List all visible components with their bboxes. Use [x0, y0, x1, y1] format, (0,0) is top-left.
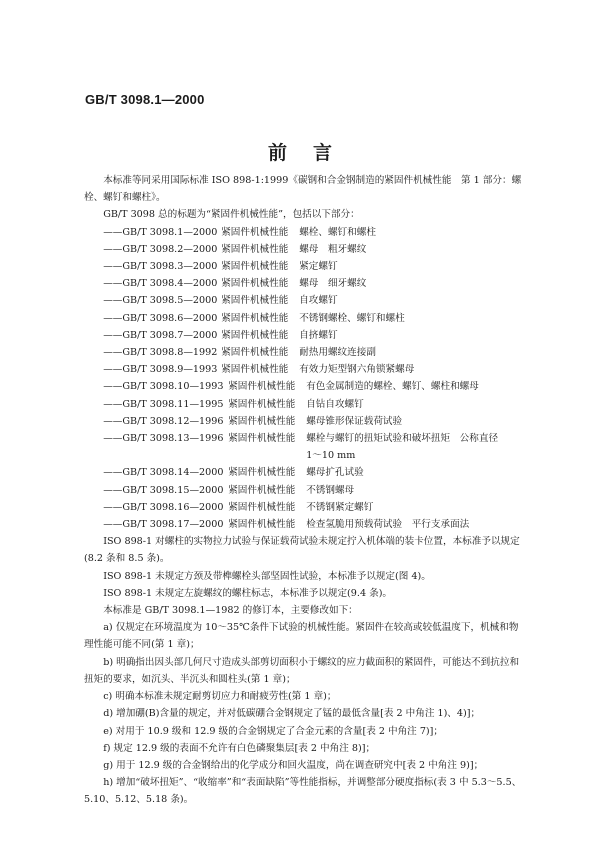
list-item [84, 516, 526, 533]
part-name: 螺栓与螺钉的扭矩试验和破坏扭矩 公称直径 [306, 433, 499, 445]
part-category: 紧固件机械性能 [221, 226, 289, 238]
list-item [84, 482, 526, 499]
list-item: f) 规定 12.9 级的表面不允许有白色磷聚集层[表 2 中角注 8)]； [103, 742, 376, 754]
part-name: 自钻自攻螺钉 [306, 398, 364, 410]
list-item-continuation [84, 447, 526, 464]
list-item [84, 499, 526, 516]
series-intro: GB/T 3098 总的标题为“紧固件机械性能”，包括以下部分： [103, 209, 360, 221]
list-item [84, 430, 526, 447]
iso-note-1: ISO 898-1 对螺柱的实物拉力试验与保证载荷试验未规定拧入机体端的装卡位置，本标准予以规定(8.2 条和 8.5 条)。 [84, 536, 520, 565]
part-standard: ——GB/T 3098.5—2000 [103, 295, 218, 307]
document-code: GB/T 3098.1—2000 [85, 92, 205, 107]
part-name: 有效力矩型钢六角锁紧螺母 [299, 364, 415, 376]
list-item: h) 增加“破坏扭矩”、“收缩率”和“表面缺陷”等性能指标，并调整部分硬度指标(表 3 中 5.3～5.5、5.10、5.12、5.18 条)。 [84, 777, 522, 806]
intro-paragraph: 本标准等同采用国际标准 ISO 898-1:1999《碳钢和合金钢制造的紧固件机械性能 第 1 部分：螺栓、螺钉和螺柱》。 [84, 175, 522, 204]
part-category: 紧固件机械性能 [228, 381, 296, 393]
part-name: 自攻螺钉 [299, 295, 338, 307]
part-standard: ——GB/T 3098.9—1993 [103, 364, 218, 376]
part-standard: ——GB/T 3098.3—2000 [103, 261, 218, 273]
part-category: 紧固件机械性能 [228, 415, 296, 427]
part-standard: ——GB/T 3098.12—1996 [103, 415, 224, 427]
part-name: 螺母扩孔试验 [306, 467, 364, 479]
part-name: 自挤螺钉 [299, 329, 338, 341]
part-category: 紧固件机械性能 [228, 433, 296, 445]
part-category: 紧固件机械性能 [228, 519, 296, 531]
part-standard: ——GB/T 3098.16—2000 [103, 501, 224, 513]
part-name: 螺母锥形保证载荷试验 [306, 415, 403, 427]
part-standard: ——GB/T 3098.8—1992 [103, 347, 218, 359]
list-item [84, 344, 526, 361]
part-name: 螺母 粗牙螺纹 [299, 243, 367, 255]
part-category: 紧固件机械性能 [221, 329, 289, 341]
list-item: g) 用于 12.9 级的合金钢给出的化学成分和回火温度，尚在调查研究中[表 2 中角注 9)]； [103, 759, 484, 771]
part-standard: ——GB/T 3098.14—2000 [103, 467, 224, 479]
part-category: 紧固件机械性能 [221, 295, 289, 307]
page-title: 前言 [267, 142, 358, 164]
document-body [84, 172, 526, 809]
parts-list [84, 224, 526, 534]
part-category: 紧固件机械性能 [221, 261, 289, 273]
part-name: 紧定螺钉 [299, 261, 338, 273]
list-item [84, 310, 526, 327]
part-name: 不锈钢紧定螺钉 [306, 501, 374, 513]
list-item [84, 396, 526, 413]
part-name-continuation: 1～10 mm [306, 450, 356, 462]
part-name: 检查氢脆用预载荷试验 平行支承面法 [306, 519, 470, 531]
part-category: 紧固件机械性能 [228, 501, 296, 513]
part-category: 紧固件机械性能 [221, 243, 289, 255]
part-standard: ——GB/T 3098.11—1995 [103, 398, 224, 410]
list-item: b) 明确指出因头部几何尺寸造成头部剪切面积小于螺纹的应力截面积的紧固件，可能达不到抗拉和扭矩的要求，如沉头、半沉头和圆柱头(第 1 章)； [84, 656, 520, 685]
iso-note-3: ISO 898-1 未规定左旋螺纹的螺柱标志，本标准予以规定(9.4 条)。 [103, 587, 393, 599]
part-name: 不锈钢螺母 [306, 484, 355, 496]
part-standard: ——GB/T 3098.4—2000 [103, 278, 218, 290]
list-item [84, 275, 526, 292]
list-item: a) 仅规定在环境温度为 10～35℃条件下试验的机械性能。紧固件在较高或较低温度下，机械和物理性能可能不同(第 1 章)； [84, 622, 519, 651]
part-category: 紧固件机械性能 [221, 364, 289, 376]
list-item: d) 增加硼(B)含量的规定，并对低碳硼合金钢规定了锰的最低含量[表 2 中角注 1)、4)]； [103, 708, 481, 720]
part-category: 紧固件机械性能 [221, 347, 289, 359]
part-standard: ——GB/T 3098.13—1996 [103, 433, 224, 445]
part-category: 紧固件机械性能 [228, 398, 296, 410]
list-item [84, 258, 526, 275]
list-item [84, 378, 526, 395]
list-item [84, 224, 526, 241]
list-item [84, 361, 526, 378]
list-item: e) 对用于 10.9 级和 12.9 级的合金钢规定了合金元素的含量[表 2 中角注 7)]； [103, 725, 444, 737]
part-name: 螺栓、螺钉和螺柱 [299, 226, 376, 238]
list-item [84, 464, 526, 481]
part-name: 有色金属制造的螺栓、螺钉、螺柱和螺母 [306, 381, 479, 393]
list-item [84, 241, 526, 258]
changes-list [84, 619, 526, 808]
part-standard: ——GB/T 3098.7—2000 [103, 329, 218, 341]
part-standard: ——GB/T 3098.6—2000 [103, 312, 218, 324]
part-category: 紧固件机械性能 [228, 467, 296, 479]
iso-note-2: ISO 898-1 未规定方颈及带榫螺栓头部坚固性试验，本标准予以规定(图 4)。 [103, 570, 431, 582]
part-standard: ——GB/T 3098.15—2000 [103, 484, 224, 496]
part-category: 紧固件机械性能 [221, 278, 289, 290]
part-name: 不锈钢螺栓、螺钉和螺柱 [299, 312, 405, 324]
part-standard: ——GB/T 3098.1—2000 [103, 226, 218, 238]
list-item [84, 292, 526, 309]
part-standard: ——GB/T 3098.10—1993 [103, 381, 224, 393]
part-standard: ——GB/T 3098.2—2000 [103, 243, 218, 255]
list-item [84, 413, 526, 430]
part-name: 螺母 细牙螺纹 [299, 278, 367, 290]
part-category: 紧固件机械性能 [221, 312, 289, 324]
part-category: 紧固件机械性能 [228, 484, 296, 496]
part-standard: ——GB/T 3098.17—2000 [103, 519, 224, 531]
list-item: c) 明确本标准未规定耐剪切应力和耐疲劳性(第 1 章)； [103, 691, 337, 703]
changes-intro: 本标准是 GB/T 3098.1—1982 的修订本，主要修改如下： [103, 605, 358, 617]
part-name: 耐热用螺纹连接副 [299, 347, 376, 359]
list-item [84, 327, 526, 344]
